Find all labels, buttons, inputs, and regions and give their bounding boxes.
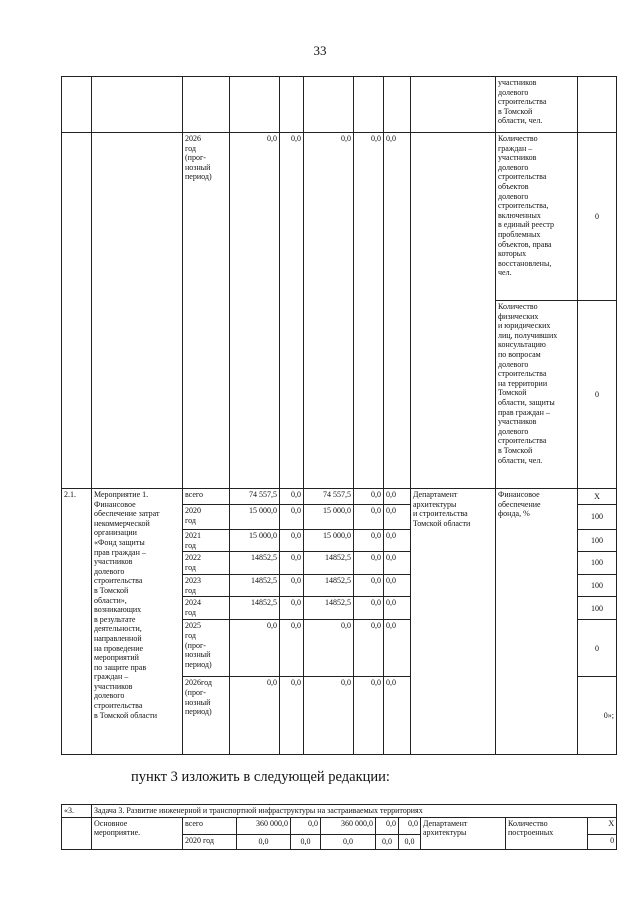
year-cell: 2020 год [183, 505, 230, 530]
value-cell: 0,0 [230, 677, 280, 755]
value-cell: 0,0 [291, 817, 321, 834]
year-cell: 2023 год [183, 575, 230, 597]
value-cell: 0,0 [384, 505, 411, 530]
value-cell: 0,0 [304, 677, 354, 755]
indicator-value: 0 [578, 620, 617, 677]
value-cell: 0,0 [280, 530, 304, 552]
value-cell: 14852,5 [304, 597, 354, 620]
year-cell: 2020 год [183, 834, 237, 849]
indicator-value: 100 [578, 575, 617, 597]
value-cell: 0,0 [354, 505, 384, 530]
value-cell: 0,0 [291, 834, 321, 849]
executor-cell: Департамент архитектуры [421, 817, 506, 849]
value-cell: 0,0 [354, 597, 384, 620]
year-cell: 2024 год [183, 597, 230, 620]
value-cell: 0,0 [304, 620, 354, 677]
value-cell: 14852,5 [230, 597, 280, 620]
indicator-value: 0»; [578, 677, 617, 755]
value-cell: 15 000,0 [230, 505, 280, 530]
year-cell: 2026 год (прог- нозный период) [183, 133, 230, 489]
year-cell: 2025 год (прог- нозный период) [183, 620, 230, 677]
value-cell: 0,0 [384, 597, 411, 620]
value-cell: 0,0 [384, 575, 411, 597]
table-row [62, 77, 617, 133]
table-row [62, 133, 617, 301]
criterion-cell: Количество граждан – участников долевого строительства объектов долевого строительства, включенных в единый реестр проблемных объектов, права которых восстановлены, чел. [496, 133, 578, 301]
value-cell: 14852,5 [230, 552, 280, 575]
instruction-text: пункт 3 изложить в следующей редакции: [131, 769, 390, 785]
table-row [62, 489, 617, 505]
value-cell: 14852,5 [304, 575, 354, 597]
measure-name: Основное мероприятие. [92, 817, 183, 849]
page-number: 33 [313, 43, 327, 58]
indicator-value: 0 [588, 834, 617, 849]
task-title: Задача 3. Развитие инженерной и транспортной инфраструктуры на застраиваемых территориях [92, 805, 617, 818]
value-cell: 0,0 [384, 530, 411, 552]
value-cell: 74 557,5 [304, 489, 354, 505]
value-cell: 0,0 [280, 620, 304, 677]
executor-cell: Департамент архитектуры и строительства Томской области [411, 489, 496, 755]
value-cell: 0,0 [384, 133, 411, 489]
program-table [61, 76, 617, 755]
value-cell: 74 557,5 [230, 489, 280, 505]
table-row [62, 805, 617, 818]
value-cell: 15 000,0 [304, 530, 354, 552]
value-cell: 0,0 [354, 552, 384, 575]
value-cell: 0,0 [280, 677, 304, 755]
value-cell: 0,0 [321, 834, 376, 849]
value-cell: 0,0 [376, 834, 399, 849]
value-cell: 0,0 [384, 677, 411, 755]
value-cell: 0,0 [280, 505, 304, 530]
value-cell: 0,0 [384, 620, 411, 677]
criterion-cell: Финансовое обеспечение фонда, % [496, 489, 578, 755]
value-cell: 0,0 [237, 834, 291, 849]
value-cell: 0,0 [399, 817, 421, 834]
value-cell: 360 000,0 [237, 817, 291, 834]
criterion-cell: участников долевого строительства в Томской области, чел. [496, 77, 578, 133]
value-cell: 0,0 [354, 620, 384, 677]
value-cell: 0,0 [376, 817, 399, 834]
value-cell: 0,0 [280, 133, 304, 489]
year-cell: всего [183, 489, 230, 505]
value-cell: 0,0 [354, 575, 384, 597]
indicator-value: 0 [578, 133, 617, 301]
value-cell: 0,0 [280, 575, 304, 597]
year-cell: 2022 год [183, 552, 230, 575]
indicator-value: 100 [578, 530, 617, 552]
value-cell: 0,0 [354, 530, 384, 552]
indicator-value: Х [588, 817, 617, 834]
value-cell: 0,0 [354, 133, 384, 489]
value-cell: 15 000,0 [230, 530, 280, 552]
indicator-value: 100 [578, 552, 617, 575]
year-cell: 2026год (прог- нозный период) [183, 677, 230, 755]
criterion-cell: Количество построенных [506, 817, 588, 849]
value-cell: 0,0 [399, 834, 421, 849]
value-cell: 0,0 [280, 489, 304, 505]
task-table [61, 804, 617, 850]
indicator-value: Х [578, 489, 617, 505]
value-cell: 0,0 [354, 489, 384, 505]
year-cell: всего [183, 817, 237, 834]
value-cell: 14852,5 [304, 552, 354, 575]
value-cell: 0,0 [384, 489, 411, 505]
value-cell: 0,0 [230, 620, 280, 677]
indicator-value: 100 [578, 505, 617, 530]
value-cell: 14852,5 [230, 575, 280, 597]
value-cell: 0,0 [280, 597, 304, 620]
value-cell: 15 000,0 [304, 505, 354, 530]
value-cell: 0,0 [280, 552, 304, 575]
table-row [62, 817, 617, 834]
indicator-value: 100 [578, 597, 617, 620]
year-cell: 2021 год [183, 530, 230, 552]
value-cell: 360 000,0 [321, 817, 376, 834]
value-cell: 0,0 [384, 552, 411, 575]
criterion-cell: Количество физических и юридических лиц, получивших консультацию по вопросам долевого строительства на территории Томской области, защиты прав граждан – участников долевого строительства в Томской области, чел. [496, 301, 578, 489]
indicator-value: 0 [578, 301, 617, 489]
value-cell: 0,0 [230, 133, 280, 489]
measure-number: 2.1. [62, 489, 92, 755]
value-cell: 0,0 [304, 133, 354, 489]
value-cell: 0,0 [354, 677, 384, 755]
task-number: «3. [62, 805, 92, 818]
measure-name: Мероприятие 1. Финансовое обеспечение затрат некоммерческой организации «Фонд защиты прав граждан – участников долевого строительства в Томской области», возникающих в результате деятельности, направленной на проведение мероприятий по защите прав граждан – участников долевого строительства в Томской области [92, 489, 183, 755]
